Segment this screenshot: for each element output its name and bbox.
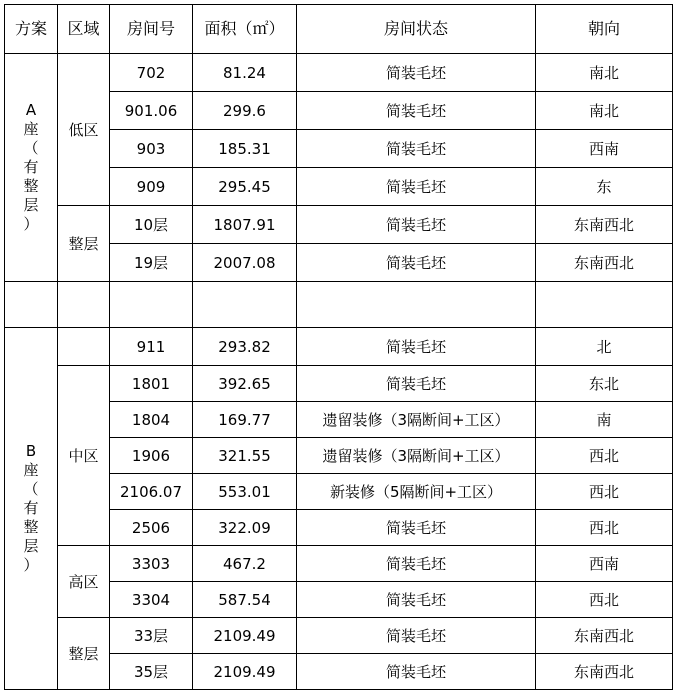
area-cell: 81.24 (193, 54, 297, 92)
area-cell: 169.77 (193, 402, 297, 438)
orientation-cell: 西北 (536, 510, 673, 546)
room-cell: 2506 (110, 510, 193, 546)
orientation-cell: 西北 (536, 582, 673, 618)
zone-a-full: 整层 (58, 206, 110, 282)
area-cell: 295.45 (193, 168, 297, 206)
orientation-cell: 东北 (536, 366, 673, 402)
status-cell: 简装毛坯 (297, 328, 536, 366)
area-cell: 299.6 (193, 92, 297, 130)
status-cell: 简装毛坯 (297, 206, 536, 244)
status-cell: 简装毛坯 (297, 366, 536, 402)
table-row (5, 618, 673, 654)
status-cell: 简装毛坯 (297, 244, 536, 282)
status-cell: 简装毛坯 (297, 618, 536, 654)
area-cell: 2109.49 (193, 654, 297, 690)
room-cell: 909 (110, 168, 193, 206)
area-cell: 321.55 (193, 438, 297, 474)
zone-b-mid: 中区 (58, 366, 110, 546)
status-cell: 简装毛坯 (297, 510, 536, 546)
room-cell: 903 (110, 130, 193, 168)
orientation-cell: 西南 (536, 130, 673, 168)
room-cell: 901.06 (110, 92, 193, 130)
header-zone: 区域 (58, 5, 110, 54)
orientation-cell: 东南西北 (536, 654, 673, 690)
orientation-cell: 南北 (536, 92, 673, 130)
status-cell: 简装毛坯 (297, 654, 536, 690)
header-area: 面积（㎡） (193, 5, 297, 54)
table-row (5, 54, 673, 92)
empty-cell (536, 282, 673, 328)
header-status: 房间状态 (297, 5, 536, 54)
room-cell: 911 (110, 328, 193, 366)
status-cell: 简装毛坯 (297, 546, 536, 582)
orientation-cell: 东南西北 (536, 618, 673, 654)
zone-b-high: 高区 (58, 546, 110, 618)
room-cell: 702 (110, 54, 193, 92)
zone-a-low: 低区 (58, 54, 110, 206)
area-cell: 467.2 (193, 546, 297, 582)
table-row (5, 328, 673, 366)
empty-row (5, 282, 673, 328)
orientation-cell: 东 (536, 168, 673, 206)
empty-cell (110, 282, 193, 328)
area-cell: 553.01 (193, 474, 297, 510)
table-row (5, 546, 673, 582)
zone-b-blank (58, 328, 110, 366)
status-cell: 简装毛坯 (297, 582, 536, 618)
room-cell: 1804 (110, 402, 193, 438)
room-cell: 1801 (110, 366, 193, 402)
area-cell: 1807.91 (193, 206, 297, 244)
room-cell: 10层 (110, 206, 193, 244)
area-cell: 322.09 (193, 510, 297, 546)
room-cell: 1906 (110, 438, 193, 474)
room-cell: 3304 (110, 582, 193, 618)
status-cell: 遗留装修（3隔断间+工区） (297, 438, 536, 474)
status-cell: 简装毛坯 (297, 168, 536, 206)
status-cell: 简装毛坯 (297, 54, 536, 92)
header-orientation: 朝向 (536, 5, 673, 54)
room-cell: 33层 (110, 618, 193, 654)
header-scheme: 方案 (5, 5, 58, 54)
zone-b-full: 整层 (58, 618, 110, 690)
empty-cell (297, 282, 536, 328)
orientation-cell: 西北 (536, 438, 673, 474)
property-table (4, 4, 673, 690)
orientation-cell: 西北 (536, 474, 673, 510)
area-cell: 392.65 (193, 366, 297, 402)
status-cell: 简装毛坯 (297, 92, 536, 130)
orientation-cell: 西南 (536, 546, 673, 582)
orientation-cell: 南北 (536, 54, 673, 92)
scheme-b-cell: B 座 （ 有 整 层 ） (5, 328, 58, 690)
orientation-cell: 北 (536, 328, 673, 366)
area-cell: 185.31 (193, 130, 297, 168)
scheme-a-cell: A 座 （ 有 整 层 ） (5, 54, 58, 282)
room-cell: 19层 (110, 244, 193, 282)
area-cell: 587.54 (193, 582, 297, 618)
orientation-cell: 东南西北 (536, 244, 673, 282)
room-cell: 2106.07 (110, 474, 193, 510)
area-cell: 2007.08 (193, 244, 297, 282)
area-cell: 2109.49 (193, 618, 297, 654)
status-cell: 新装修（5隔断间+工区） (297, 474, 536, 510)
table-row (5, 366, 673, 402)
empty-cell (58, 282, 110, 328)
room-cell: 35层 (110, 654, 193, 690)
table-row (5, 206, 673, 244)
header-room: 房间号 (110, 5, 193, 54)
status-cell: 简装毛坯 (297, 130, 536, 168)
status-cell: 遗留装修（3隔断间+工区） (297, 402, 536, 438)
empty-cell (5, 282, 58, 328)
room-cell: 3303 (110, 546, 193, 582)
header-row (5, 5, 673, 54)
area-cell: 293.82 (193, 328, 297, 366)
orientation-cell: 南 (536, 402, 673, 438)
orientation-cell: 东南西北 (536, 206, 673, 244)
empty-cell (193, 282, 297, 328)
